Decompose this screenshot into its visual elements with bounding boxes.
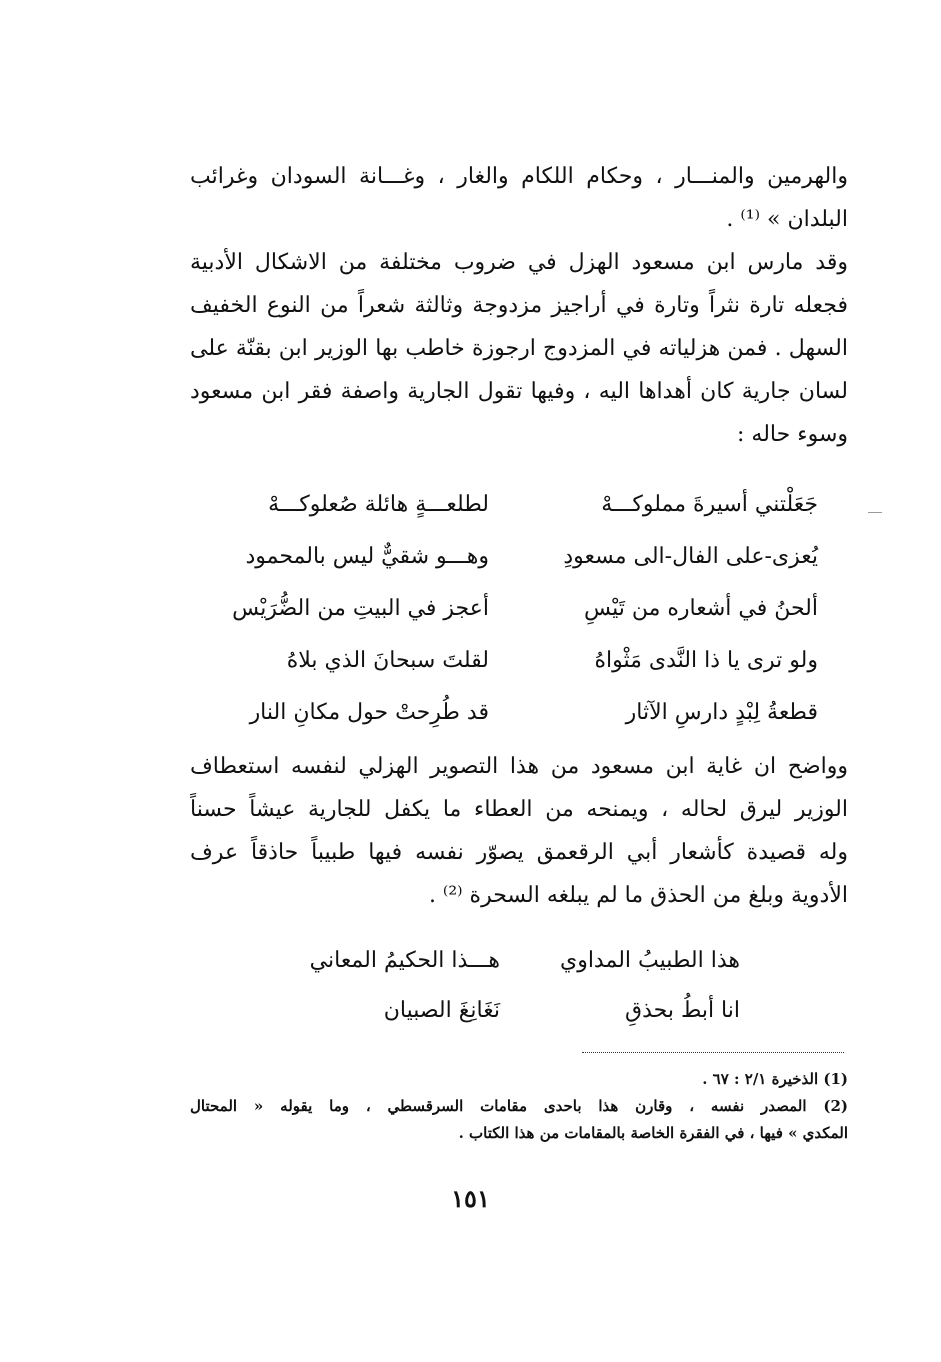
verse-first-hemistich: هذا الطبيبُ المداوي	[559, 947, 740, 973]
margin-mark	[868, 512, 882, 513]
verse	[190, 935, 848, 985]
verse-first-hemistich: انا أبطُ بحذقِ	[625, 997, 740, 1023]
text-line: السهل . فمن هزلياته في المزدوج ارجوزة خاطب بها الوزير ابن بقنّة على	[190, 336, 848, 361]
verse-first-hemistich: جَعَلْتني أسيرةَ مملوكـــهْ	[601, 491, 818, 517]
paragraph-2	[190, 241, 848, 456]
verse-first-hemistich: ألحنُ في أشعاره من تَيْسِ	[584, 595, 818, 621]
poem-physician	[190, 935, 848, 1035]
verse	[190, 686, 848, 738]
verse-second-hemistich: لطلعـــةٍ هائلة صُعلوكـــهْ	[268, 491, 489, 517]
text-line: والهرمين والمنـــار ، وحكام اللكام والغار ، وغـــانة السودان وغرائب	[190, 164, 848, 189]
footnotes	[190, 1066, 848, 1147]
text-line: وقد مارس ابن مسعود الهزل في ضروب مختلفة من الاشكال الأدبية	[190, 250, 848, 275]
text-line: لسان جارية كان أهداها اليه ، وفيها تقول الجارية واصفة فقر ابن مسعود	[190, 379, 848, 404]
text-line: وله قصيدة كأشعار أبي الرقعمق يصوّر نفسه فيها طبيباً حاذقاً عرف	[190, 840, 848, 865]
text-line: فجعله تارة نثراً وتارة في أراجيز مزدوجة وثالثة شعراً من النوع الخفيف	[190, 293, 848, 318]
verse-second-hemistich: نَغَانِغَ الصبيان	[383, 997, 500, 1023]
verse-second-hemistich: أعجز في البيتِ من الضُّرَيْس	[232, 595, 489, 621]
verse	[190, 530, 848, 582]
footnote: المكدي » فيها ، في الفقرة الخاصة بالمقامات من هذا الكتاب .	[458, 1124, 848, 1142]
verse-first-hemistich: ولو ترى يا ذا النَّدى مَثْواهُ	[594, 647, 818, 673]
paragraph-3	[190, 745, 848, 917]
page-number: ١٥١	[451, 1184, 490, 1213]
text-line: البلدان » ⁽¹⁾ .	[726, 207, 848, 232]
poem-ibn-masud	[190, 478, 848, 738]
verse	[190, 634, 848, 686]
verse-second-hemistich: قد طُرِحتْ حول مكانِ النار	[249, 699, 489, 725]
verse-first-hemistich: يُعزى-على الفال-الى مسعودِ	[563, 543, 818, 569]
verse-second-hemistich: هـــذا الحكيمُ المعاني	[309, 947, 500, 973]
footnote: (2) المصدر نفسه ، وقارن هذا باحدى مقامات السرقسطي ، وما يقوله « المحتال	[190, 1097, 848, 1115]
verse	[190, 478, 848, 530]
verse-second-hemistich: لقلتَ سبحانَ الذي بلاهُ	[286, 647, 489, 673]
verse-first-hemistich: قطعةُ لِبْدٍ دارسِ الآثار	[625, 699, 818, 725]
footnote: (1) الذخيرة ٢/١ : ٦٧ .	[702, 1070, 848, 1088]
verse	[190, 985, 848, 1035]
text-line: الأدوية وبلغ من الحذق ما لم يبلغه السحرة ⁽²⁾ .	[428, 883, 848, 908]
text-line: وسوء حاله :	[737, 422, 848, 447]
footnote-separator	[582, 1052, 844, 1053]
text-line: الوزير ليرق لحاله ، ويمنحه من العطاء ما يكفل للجارية عيشاً حسناً	[190, 797, 848, 822]
paragraph-1	[190, 155, 848, 241]
verse-second-hemistich: وهـــو شقيٌّ ليس بالمحمود	[245, 543, 489, 569]
text-line: وواضح ان غاية ابن مسعود من هذا التصوير الهزلي لنفسه استعطاف	[190, 754, 848, 779]
verse	[190, 582, 848, 634]
